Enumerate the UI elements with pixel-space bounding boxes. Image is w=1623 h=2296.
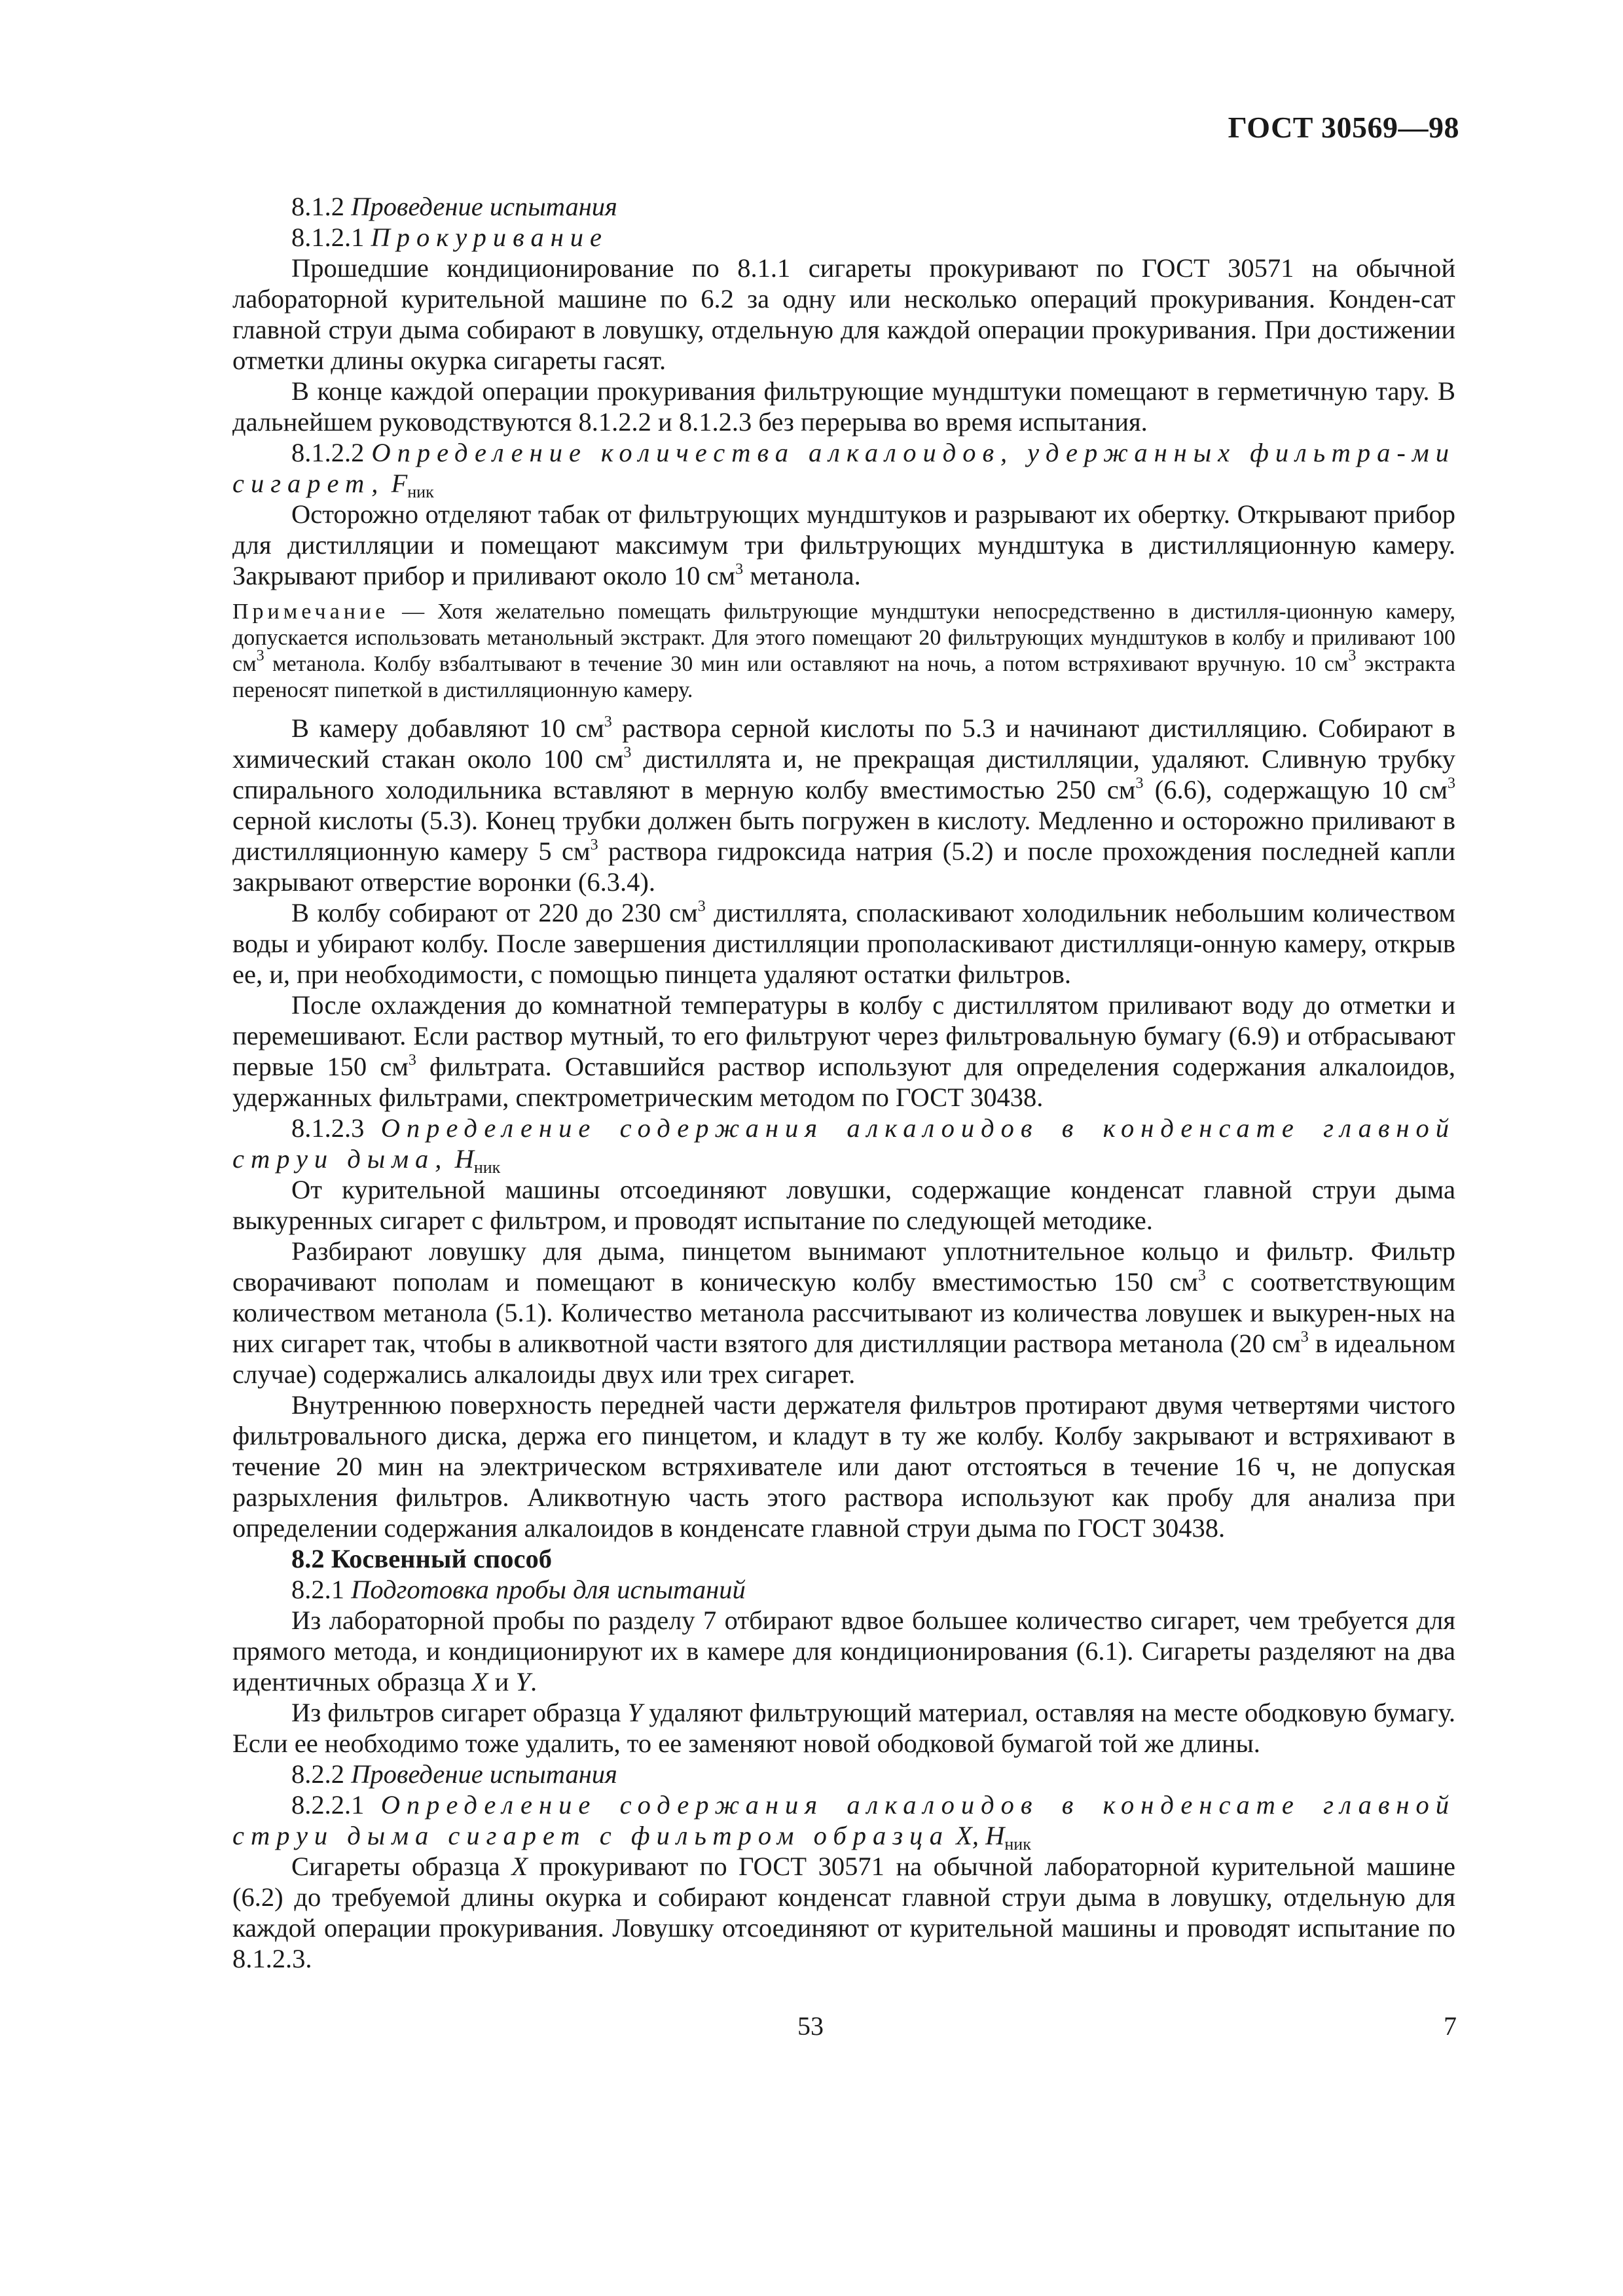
paragraph: После охлаждения до комнатной температуры в колбу с дистиллятом приливают воду до отметки и перемешивают. Если раствор мутный, то его фильтруют через фильтровальную бумагу (6.9) и отбрасывают первые 150 $см^3$ фильтрата. Оставшийся раствор используют для определения содержания алкалоидов, удержанных фильтрами, спектрометрическим методом по ГОСТ 30438. <box>232 990 1455 1112</box>
paragraph: В колбу собирают от 220 до 230 $см^3$ дистиллята, споласкивают холодильник небольшим количеством воды и убирают колбу. После завершения дистилляции прополаскивают дистилляци-онную камеру, открыв ее, и, при необходимости, с помощью пинцета удаляют остатки фильтров. <box>232 898 1455 989</box>
paragraph: От курительной машины отсоединяют ловушки, содержащие конденсат главной струи дыма выкуренных сигарет с фильтром, и проводят испытание по следующей методике. <box>232 1175 1455 1235</box>
section-heading-8-2: 8.2 Косвенный способ <box>291 1544 552 1573</box>
note-block: Примечание — Хотя желательно помещать фильтрующие мундштуки непосредственно в дистилля-ционную камеру, допускается использовать метанольный экстракт. Для этого помещают 20 фильтрующих мундштуков в колбу и приливают 100 $см^3$ метанола. Колбу взбалтывают в течение 30 мин или оставляют на ночь, а потом встряхивают вручную. 10 $см^3$ экстракта переносят пипеткой в дистилляционную камеру. <box>232 600 1456 702</box>
section-heading-8-2-2-1: 8.2.2.1 Определение содержания алкалоидов в конденсате главной струи дыма сигарет с фильтром образца X, $H_{ник}$ <box>232 1790 1455 1854</box>
page-number-right: 7 <box>1444 2011 1457 2041</box>
page-number-center: 53 <box>797 2011 824 2041</box>
section-heading-8-2-2: 8.2.2 Проведение испытания <box>291 1759 617 1789</box>
section-heading-8-1-2-1: 8.1.2.1 Прокуривание <box>291 223 609 252</box>
document-body <box>232 191 1455 1974</box>
paragraph: Разбирают ловушку для дыма, пинцетом вынимают уплотнительное кольцо и фильтр. Фильтр сворачивают пополам и помещают в коническую колбу вместимостью 150 $см^3$ с соответствующим количеством метанола (5.1). Количество метанола рассчитывают из количества ловушек и выкурен-ных на них сигарет так, чтобы в аликвотной части взятого для дистилляции раствора метанола (20 $см^3$ в идеальном случае) содержались алкалоиды двух или трех сигарет. <box>232 1236 1455 1389</box>
paragraph: Внутреннюю поверхность передней части держателя фильтров протирают двумя четвертями чистого фильтровального диска, держа его пинцетом, и кладут в ту же колбу. Колбу закрывают и встряхивают в течение 20 мин на электрическом встряхивателе или дают отстояться в течение 16 ч, не допуская разрыхления фильтров. Аликвотную часть этого раствора используют как пробу для анализа при определении содержания алкалоидов в конденсате главной струи дыма по ГОСТ 30438. <box>232 1390 1455 1543</box>
paragraph: Из лабораторной пробы по разделу 7 отбирают вдвое большее количество сигарет, чем требуется для прямого метода, и кондиционируют их в камере для кондиционирования (6.1). Сигареты разделяют на два идентичных образца X и Y. <box>232 1605 1455 1696</box>
paragraph: Из фильтров сигарет образца Y удаляют фильтрующий материал, оставляя на месте ободковую бумагу. Если ее необходимо тоже удалить, то ее заменяют новой ободковой бумагой той же длины. <box>232 1698 1455 1758</box>
paragraph: Осторожно отделяют табак от фильтрующих мундштуков и разрывают их обертку. Открывают прибор для дистилляции и помещают максимум три фильтрующих мундштука в дистилляционную камеру. Закрывают прибор и приливают около 10 $см^3$ метанола. <box>232 499 1455 590</box>
section-heading-8-1-2: 8.1.2 Проведение испытания <box>291 192 617 221</box>
paragraph: Сигареты образца X прокуривают по ГОСТ 30571 на обычной лабораторной курительной машине (6.2) до требуемой длины окурка и собирают конденсат главной струи дыма в ловушку, отдельную для каждой операции прокуривания. Ловушку отсоединяют от курительной машины и проводят испытание по 8.1.2.3. <box>232 1852 1455 1973</box>
section-heading-8-2-1: 8.2.1 Подготовка пробы для испытаний <box>291 1575 746 1604</box>
section-heading-8-1-2-3: 8.1.2.3 Определение содержания алкалоидов в конденсате главной струи дыма, $H_{ник}$ <box>232 1113 1455 1177</box>
note-label: Примечание <box>232 600 390 624</box>
section-heading-8-1-2-2: 8.1.2.2 Определение количества алкалоидов, удержанных фильтра-ми сигарет, $F_{ник}$ <box>232 438 1456 501</box>
paragraph: В камеру добавляют 10 $см^3$ раствора серной кислоты по 5.3 и начинают дистилляцию. Собирают в химический стакан около 100 $см^3$ дистиллята и, не прекращая дистилляции, удаляют. Сливную трубку спирального холодильника вставляют в мерную колбу вместимостью 250 $см^3$ (6.6), содержащую 10 $см^3$ серной кислоты (5.3). Конец трубки должен быть погружен в кислоту. Медленно и осторожно приливают в дистилляционную камеру 5 $см^3$ раствора гидроксида натрия (5.2) и после прохождения последней капли закрывают отверстие воронки (6.3.4). <box>232 713 1456 897</box>
paragraph: В конце каждой операции прокуривания фильтрующие мундштуки помещают в герметичную тару. В дальнейшем руководствуются 8.1.2.2 и 8.1.2.3 без перерыва во время испытания. <box>232 376 1455 437</box>
document-header: ГОСТ 30569—98 <box>1228 111 1459 144</box>
paragraph: Прошедшие кондиционирование по 8.1.1 сигареты прокуривают по ГОСТ 30571 на обычной лабораторной курительной машине по 6.2 за одну или несколько операций прокуривания. Конден-сат главной струи дыма собирают в ловушку, отдельную для каждой операции прокуривания. При достижении отметки длины окурка сигареты гасят. <box>232 253 1455 375</box>
